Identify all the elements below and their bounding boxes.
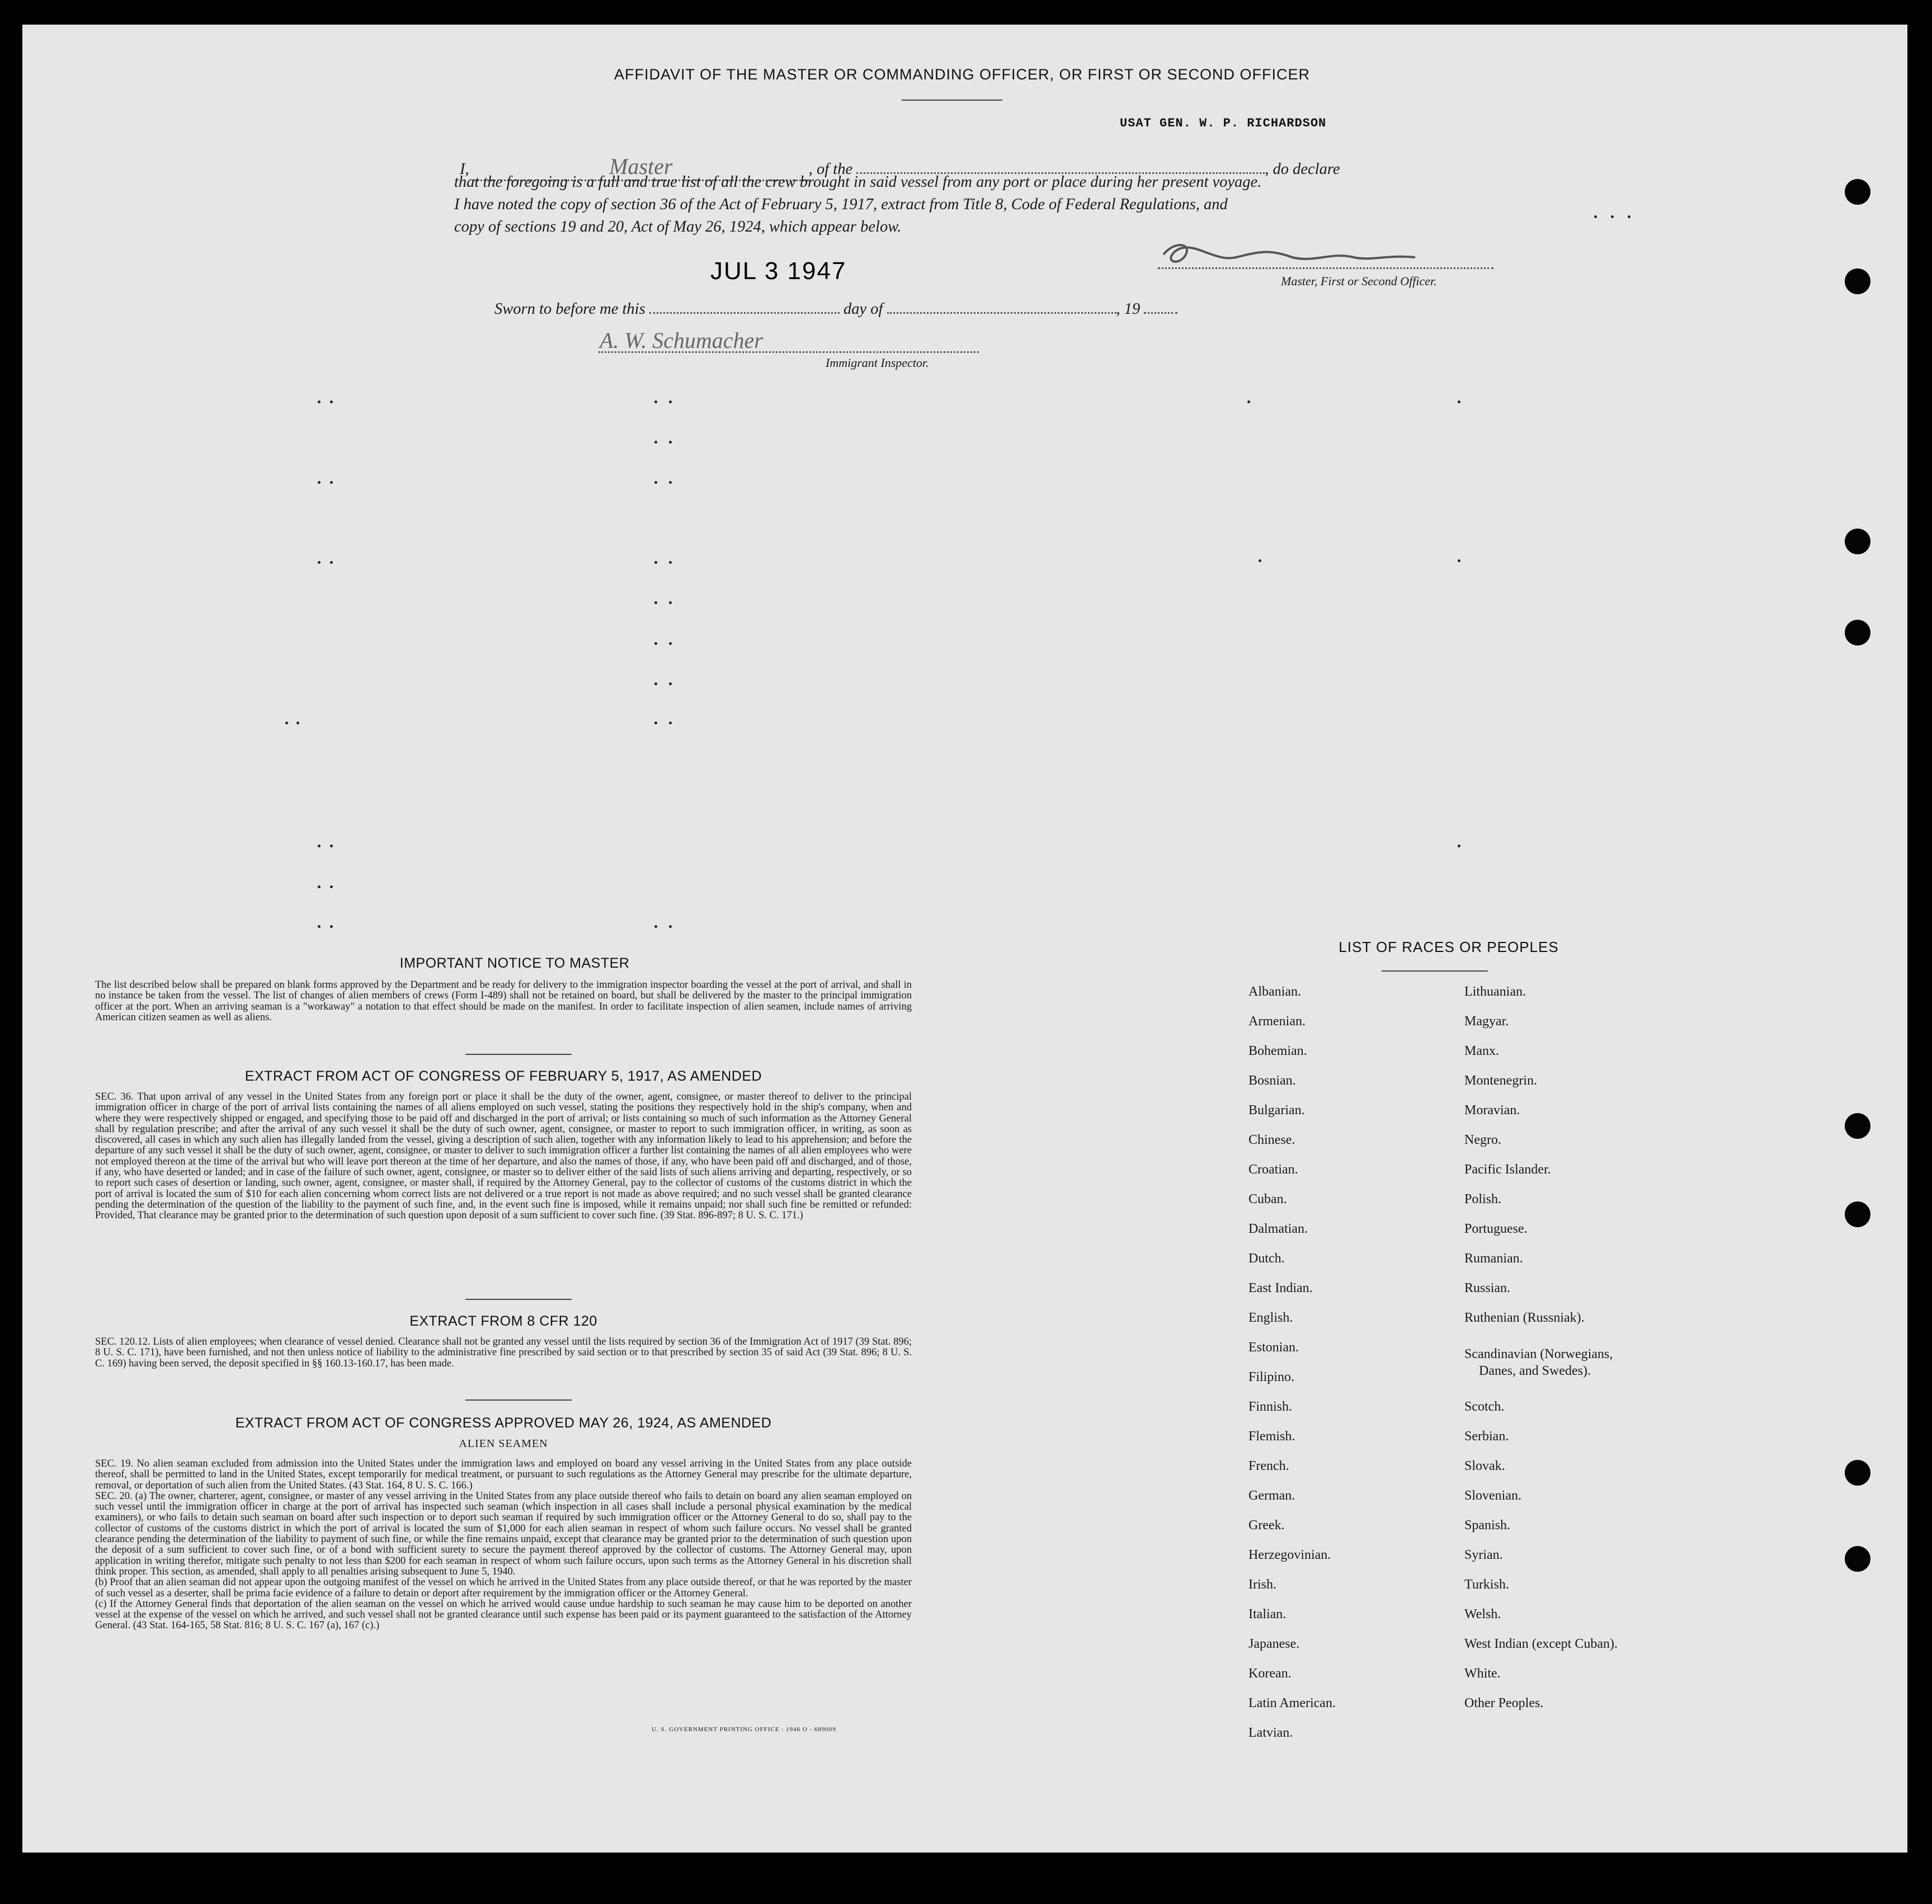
sworn-line bbox=[494, 296, 1177, 318]
races-title: LIST OF RACES OR PEOPLES bbox=[1339, 939, 1559, 955]
race-item: East Indian. bbox=[1248, 1281, 1313, 1295]
race-item: Estonian. bbox=[1248, 1340, 1299, 1355]
race-item: Latvian. bbox=[1248, 1726, 1293, 1740]
race-item: Turkish. bbox=[1464, 1577, 1509, 1592]
race-item: French. bbox=[1248, 1459, 1289, 1473]
punch-hole bbox=[1845, 529, 1870, 554]
affidavit-line-3: I have noted the copy of section 36 of the Act of February 5, 1917, extract from Title 8, Code of Federal Regulations, and bbox=[454, 196, 1228, 213]
race-item: Other Peoples. bbox=[1464, 1696, 1544, 1710]
month-blank bbox=[887, 296, 1116, 314]
race-item: Greek. bbox=[1248, 1518, 1285, 1533]
inspector-caption: Immigrant Inspector. bbox=[826, 356, 929, 370]
race-item: Manx. bbox=[1464, 1044, 1499, 1058]
race-item: White. bbox=[1464, 1666, 1501, 1681]
race-item: Cuban. bbox=[1248, 1192, 1287, 1207]
race-item: Dutch. bbox=[1248, 1251, 1285, 1266]
race-item: Bosnian. bbox=[1248, 1073, 1296, 1088]
race-item: Russian. bbox=[1464, 1281, 1511, 1295]
master-handwritten-name: Master bbox=[473, 153, 809, 181]
extract-1917-text: SEC. 36. That upon arrival of any vessel in the United States from any foreign port or place it shall be the duty of the owner, agent, consignee, or master thereof to deliver to the principal immigration officer in charge of the port of arrival lists containing the names of all aliens employed on such vessel, stating the positions they respectively hold in the ship's company, when and where they were respectively shipped or engaged, and specifying those to be paid off and discharged in the port of arrival; or lists containing so much of such information as the Attorney General shall by regulation prescribe; and after the arrival of any such vessel it shall be the duty of such owner, agent, consignee, or master to report to such immigration officer, in writing, as soon as discovered, all cases in which any such alien has illegally landed from the vessel, giving a description of such alien, together with any information likely to lead to his apprehension; and before the departure of any such vessel it shall be the duty of such owner, agent, consignee, or master to deliver to such immigration officer a further list containing the names of all alien employees who were not employed thereon at the time of the arrival but who will leave port thereon at the time of her departure, and also the names of those, if any, who have been paid off and discharged, and of those, if any, who have deserted or landed; and in case of the failure of such owner, agent, consignee, or master so to deliver either of the said lists of such aliens arriving and departing, respectively, or so to report such cases of desertion or landing, such owner, agent, consignee, or master shall, if required by the Attorney General, pay to the collector of customs of the customs district in which the port of arrival is located the sum of $10 for each alien concerning whom correct lists are not delivered or a true report is not made as above required; and no such vessel shall be granted clearance pending the determination of the question of the liability to the payment of such fine, and, in the event such fine is imposed, while it remains unpaid; nor shall such fine be remitted or refunded: Provided, That clearance may be granted prior to the determination of such question upon deposit of a sum sufficient to cover such fine. (39 Stat. 896-897; 8 U. S. C. 171.) bbox=[95, 1091, 912, 1222]
extract-cfr-text: SEC. 120.12. Lists of alien employees; when clearance of vessel denied. Clearance shall not be granted any vessel until the lists required by section 36 of the Immigration Act of 1917 (39 Stat. 896; 8 U. S. C. 171), have been furnished, and not then unless notice of liability to the administrative fine prescribed by said section or to that prescribed by section 35 of said Act (39 Stat. 896; 8 U. S. C. 169) having been served, the deposit specified in §§ 160.13-160.17, has been made. bbox=[95, 1336, 912, 1369]
do-declare-label: , do declare bbox=[1265, 161, 1340, 178]
punch-hole bbox=[1845, 1460, 1870, 1486]
vessel-name-blank bbox=[856, 155, 1265, 174]
race-item: Armenian. bbox=[1248, 1014, 1306, 1029]
race-item: Bulgarian. bbox=[1248, 1103, 1305, 1118]
printing-office-footer: U. S. GOVERNMENT PRINTING OFFICE : 1946 O - 689009 bbox=[651, 1726, 836, 1733]
sworn-date-blank bbox=[649, 296, 840, 314]
extract-1924-title: EXTRACT FROM ACT OF CONGRESS APPROVED MAY 26, 1924, AS AMENDED bbox=[235, 1415, 772, 1431]
master-signature-line bbox=[1158, 267, 1493, 269]
race-item: Dalmatian. bbox=[1248, 1222, 1308, 1236]
race-item: Welsh. bbox=[1464, 1607, 1501, 1622]
sec-19-paragraph: SEC. 19. No alien seaman excluded from admission into the United States under the immigration laws and employed on board any vessel arriving in the United States from any place outside thereof, shall be permitted to land in the United States, except temporarily for medical treatment, or pursuant to such regulations as the Attorney General may prescribe for the ultimate departure, removal, or deportation of such alien from the United States. (43 Stat. 164, 8 U. S. C. 166.) bbox=[95, 1458, 912, 1491]
punch-hole bbox=[1845, 179, 1870, 205]
race-item: Herzegovinian. bbox=[1248, 1548, 1331, 1562]
race-item: Montenegrin. bbox=[1464, 1073, 1537, 1088]
race-item: Portuguese. bbox=[1464, 1222, 1528, 1236]
punch-hole bbox=[1845, 1113, 1870, 1139]
race-item: West Indian (except Cuban). bbox=[1464, 1637, 1618, 1651]
year-blank bbox=[1144, 296, 1177, 314]
vessel-name: USAT GEN. W. P. RICHARDSON bbox=[1120, 116, 1327, 130]
sec-20a-paragraph: SEC. 20. (a) The owner, charterer, agent, consignee, or master of any vessel arriving in the United States from any place outside thereof who fails to detain on board any alien seaman employed on such vessel until the immigration officer in charge at the port of arrival has inspected such seaman (which inspection in all cases shall include a personal physical examination by the medical examiners), or who fails to detain such seaman on board after such inspection or to deport such seaman if required by such immigration officer or the Attorney General to do so, shall pay to the collector of customs of the customs district in which the port of arrival is located the sum of $1,000 for each alien seaman in respect of whom such failure occurs. No vessel shall be granted clearance pending the determination of the liability to payment of such fine, or while the fine remains unpaid, except that clearance may be granted prior to the determination of such question upon the deposit of a sum sufficient to cover such fine, or of a bond with sufficient surety to secure the payment thereof approved by the collector of customs. The Attorney General may, upon application in writing therefor, mitigate such penalty to not less than $200 for each seaman in respect of whom such failure occurs, upon such terms as the Attorney General in his discretion shall think proper. This section, as amended, shall apply to all penalties arising subsequent to June 5, 1940. bbox=[95, 1490, 912, 1577]
race-item: Danes, and Swedes). bbox=[1479, 1364, 1591, 1378]
punch-hole bbox=[1845, 1201, 1870, 1227]
race-item: Filipino. bbox=[1248, 1370, 1295, 1384]
race-item: Ruthenian (Russniak). bbox=[1464, 1311, 1585, 1325]
affidavit-title: AFFIDAVIT OF THE MASTER OR COMMANDING OFFICER, OR FIRST OR SECOND OFFICER bbox=[614, 66, 1311, 83]
race-item: Polish. bbox=[1464, 1192, 1502, 1207]
race-item: Latin American. bbox=[1248, 1696, 1336, 1710]
race-item: Irish. bbox=[1248, 1577, 1276, 1592]
race-item: Scandinavian (Norwegians, bbox=[1464, 1347, 1613, 1361]
day-of-label: day of bbox=[843, 300, 883, 318]
section-divider bbox=[465, 1299, 572, 1300]
race-item: Albanian. bbox=[1248, 984, 1301, 999]
of-the-label: , of the bbox=[808, 161, 853, 178]
race-item: Finnish. bbox=[1248, 1399, 1293, 1414]
notice-title: IMPORTANT NOTICE TO MASTER bbox=[399, 955, 630, 971]
affidavit-line-4: copy of sections 19 and 20, Act of May 26, 1924, which appear below. bbox=[454, 218, 902, 235]
race-item: Serbian. bbox=[1464, 1429, 1509, 1444]
punch-hole bbox=[1845, 620, 1870, 645]
race-item: Syrian. bbox=[1464, 1548, 1503, 1562]
extract-cfr-title: EXTRACT FROM 8 CFR 120 bbox=[409, 1313, 597, 1329]
master-signature bbox=[1152, 232, 1421, 277]
master-caption: Master, First or Second Officer. bbox=[1281, 274, 1437, 288]
section-divider bbox=[465, 1399, 572, 1401]
alien-seamen-subtitle: ALIEN SEAMEN bbox=[459, 1438, 548, 1450]
race-item: Spanish. bbox=[1464, 1518, 1511, 1533]
race-item: Magyar. bbox=[1464, 1014, 1509, 1029]
extract-1924-text bbox=[95, 1459, 912, 1632]
section-divider bbox=[465, 1054, 572, 1055]
notice-text: The list described below shall be prepared on blank forms approved by the Department and be ready for delivery to the immigration inspector boarding the vessel at the port of arrival, and shall in no instance be taken from the vessel. The list of changes of alien members of crews (Form I-489) shall not be retained on board, but shall be delivered by the master to the principal immigration officer at the port. When an arriving seaman is a "workaway" a notation to that effect should be made on the manifest. In order to facilitate inspection of alien seamen, include names of arriving American citizen seamen as well as aliens. bbox=[95, 979, 912, 1023]
race-item: Moravian. bbox=[1464, 1103, 1520, 1118]
race-item: German. bbox=[1248, 1488, 1295, 1503]
race-item: Croatian. bbox=[1248, 1162, 1298, 1177]
race-item: Italian. bbox=[1248, 1607, 1287, 1622]
race-item: Lithuanian. bbox=[1464, 984, 1526, 999]
race-item: Negro. bbox=[1464, 1133, 1501, 1147]
race-item: Rumanian. bbox=[1464, 1251, 1523, 1266]
year-label: , 19 bbox=[1116, 300, 1141, 318]
race-item: Japanese. bbox=[1248, 1637, 1300, 1651]
race-item: Flemish. bbox=[1248, 1429, 1295, 1444]
sec-20c-paragraph: (c) If the Attorney General finds that deportation of the alien seaman on the vessel on which he arrived would cause undue hardship to such seaman he may cause him to be deported on another vessel at the expense of the vessel on which he arrived, and such vessel shall not be granted clearance until such expense has been paid or its payment guaranteed to the satisfaction of the Attorney General. (43 Stat. 164-165, 58 Stat. 816; 8 U. S. C. 167 (a), 167 (c).) bbox=[95, 1598, 912, 1632]
affidavit-line-2: that the foregoing is a full and true list of all the crew brought in said vessel from any port or place during her present voyage. bbox=[454, 173, 1262, 191]
race-item: Slovenian. bbox=[1464, 1488, 1521, 1503]
extract-1917-title: EXTRACT FROM ACT OF CONGRESS OF FEBRUARY 5, 1917, AS AMENDED bbox=[244, 1068, 762, 1084]
punch-hole bbox=[1845, 1546, 1870, 1572]
race-item: Bohemian. bbox=[1248, 1044, 1307, 1058]
sworn-prefix: Sworn to before me this bbox=[494, 300, 645, 318]
race-item: Pacific Islander. bbox=[1464, 1162, 1551, 1177]
inspector-signature: A. W. Schumacher bbox=[600, 328, 763, 353]
sworn-date-stamp: JUL 3 1947 bbox=[710, 257, 847, 285]
title-divider bbox=[902, 100, 1002, 101]
race-item: Korean. bbox=[1248, 1666, 1292, 1681]
sec-20b-paragraph: (b) Proof that an alien seaman did not appear upon the outgoing manifest of the vessel on which he arrived in the United States from any place outside thereof, or that he was reported by the master of such vessel as a deserter, shall be prima facie evidence of a failure to detain or deport after requirement by the immigration officer or the Attorney General. bbox=[95, 1577, 912, 1599]
races-divider bbox=[1382, 970, 1488, 972]
race-item: Scotch. bbox=[1464, 1399, 1505, 1414]
race-item: English. bbox=[1248, 1311, 1293, 1325]
affidavit-i-label: I, bbox=[460, 161, 469, 178]
race-item: Chinese. bbox=[1248, 1133, 1295, 1147]
inspector-signature-line bbox=[599, 351, 979, 353]
race-item: Slovak. bbox=[1464, 1459, 1505, 1473]
punch-hole bbox=[1845, 268, 1870, 294]
